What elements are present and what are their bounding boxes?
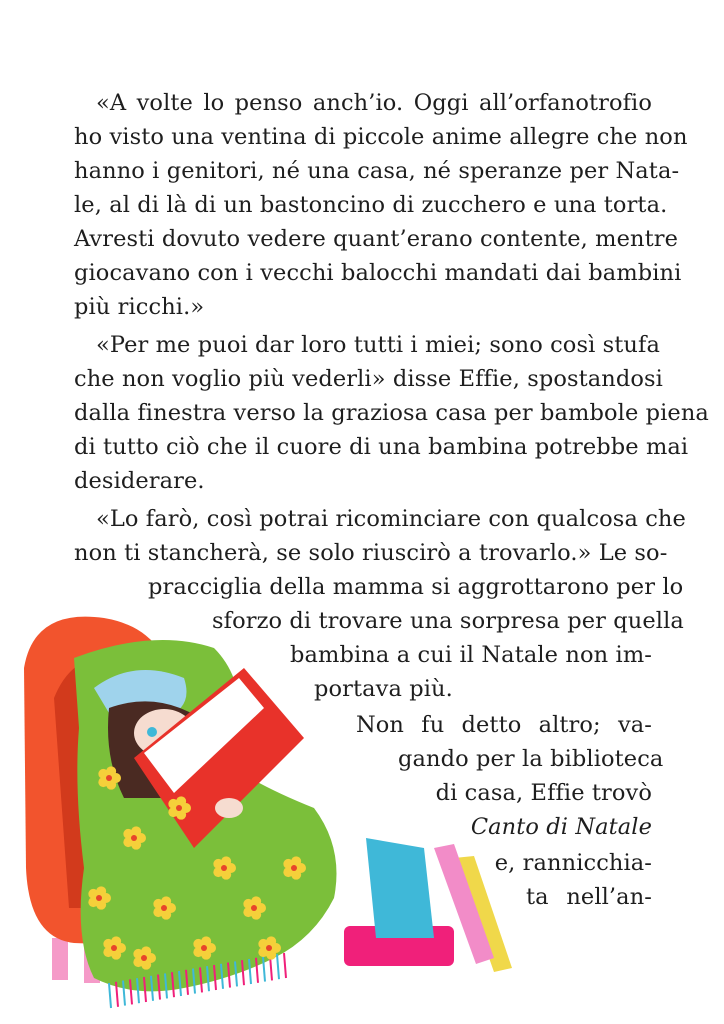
chair-leg <box>52 938 68 980</box>
reading-girl-illustration <box>14 608 534 1018</box>
text-line: giocavano con i vecchi balocchi mandati dai bambini <box>74 260 682 286</box>
text-line: «A volte lo penso anch’io. Oggi all’orfanotrofio <box>96 90 652 116</box>
text-line: «Per me puoi dar loro tutti i miei; sono così stufa <box>96 332 660 358</box>
hand <box>215 798 243 818</box>
book-title-text: Canto di Natale <box>470 814 652 840</box>
text-line: sforzo di trovare una sorpresa per quella <box>212 608 684 634</box>
text-line: hanno i genitori, né una casa, né speranze per Nata- <box>74 158 680 184</box>
text-line: «Lo farò, così potrai ricominciare con qualcosa che <box>96 506 686 532</box>
text-line: ho visto una ventina di piccole anime allegre che non <box>74 124 688 150</box>
text-line: Non fu detto altro; va- <box>356 712 652 738</box>
text-line: desiderare. <box>74 468 205 494</box>
text-line: portava più. <box>314 676 453 702</box>
text-line: dalla finestra verso la graziosa casa per bambole piena <box>74 400 709 426</box>
text-line: che non voglio più vederli» disse Effie, spostandosi <box>74 366 663 392</box>
text-line: di tutto ciò che il cuore di una bambina potrebbe mai <box>74 434 689 460</box>
text-line: bambina a cui il Natale non im- <box>290 642 652 668</box>
eye <box>147 727 157 737</box>
text-line: non ti stancherà, se solo riuscirò a trovarlo.» Le so- <box>74 540 668 566</box>
text-line: gando per la biblioteca <box>398 746 664 772</box>
text-line: di casa, Effie trovò <box>435 780 652 806</box>
book-teal <box>366 838 434 938</box>
text-line: pracciglia della mamma si aggrottarono per lo <box>148 574 684 600</box>
text-line: Avresti dovuto vedere quant’erano contente, mentre <box>74 226 678 252</box>
text-line: più ricchi.» <box>74 294 205 320</box>
text-line: le, al di là di un bastoncino di zucchero e una torta. <box>74 192 668 218</box>
text-line: ta nell’an- <box>526 884 652 910</box>
text-line: e, rannicchia- <box>494 850 652 876</box>
